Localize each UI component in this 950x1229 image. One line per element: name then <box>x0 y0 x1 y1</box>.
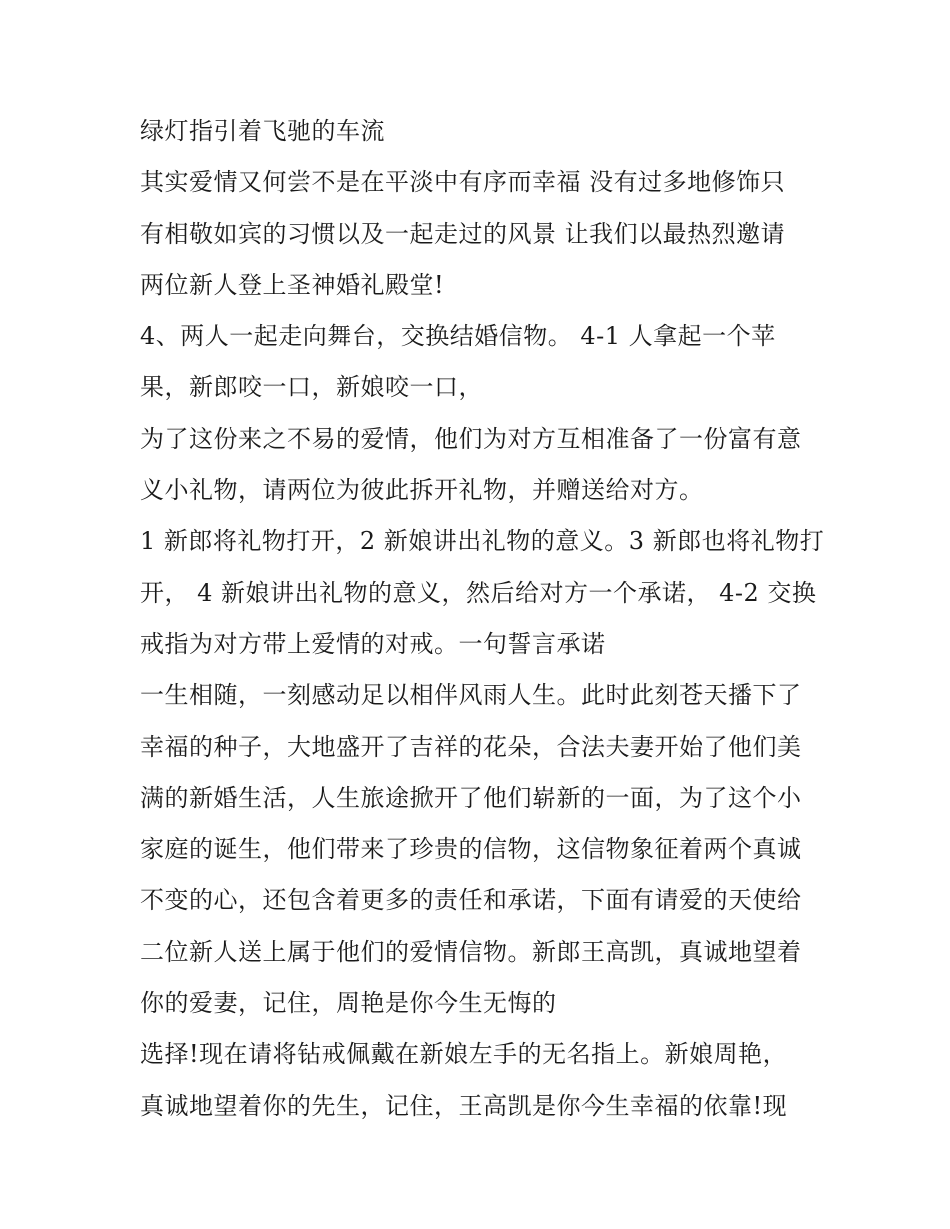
text-line: 不变的心，还包含着更多的责任和承诺，下面有请爱的天使给 <box>140 886 802 915</box>
text-line: 绿灯指引着飞驰的车流 <box>140 117 385 145</box>
text-line: 一生相随，一刻感动足以相伴风雨人生。此时此刻苍天播下了 <box>140 681 802 710</box>
text-line: 1 新郎将礼物打开，2 新娘讲出礼物的意义。3 新郎也将礼物打 <box>140 527 825 556</box>
text-line: 满的新婚生活，人生旅途掀开了他们崭新的一面，为了这个小 <box>140 783 802 812</box>
text-line: 果，新郎咬一口，新娘咬一口， <box>140 373 483 402</box>
text-line: 二位新人送上属于他们的爱情信物。新郎王高凯，真诚地望着 <box>140 937 802 966</box>
text-line: 有相敬如宾的习惯以及一起走过的风景 让我们以最热烈邀请 <box>140 219 786 248</box>
text-line: 你的爱妻，记住，周艳是你今生无悔的 <box>140 989 557 1018</box>
text-line: 义小礼物，请两位为彼此拆开礼物，并赠送给对方。 <box>140 476 704 505</box>
text-line: 两位新人登上圣神婚礼殿堂! <box>140 270 445 299</box>
text-line: 幸福的种子，大地盛开了吉祥的花朵，合法夫妻开始了他们美 <box>140 732 802 761</box>
text-line: 家庭的诞生，他们带来了珍贵的信物，这信物象征着两个真诚 <box>140 835 802 864</box>
text-line: 其实爱情又何尝不是在平淡中有序而幸福 没有过多地修饰只 <box>140 168 786 197</box>
text-line: 开， 4 新娘讲出礼物的意义，然后给对方一个承诺， 4-2 交换 <box>140 578 817 607</box>
text-line: 4、两人一起走向舞台，交换结婚信物。 4-1 人拿起一个苹 <box>140 322 776 351</box>
text-line: 戒指为对方带上爱情的对戒。一句誓言承诺 <box>140 629 606 658</box>
text-line: 真诚地望着你的先生，记住，王高凯是你今生幸福的依靠!现 <box>140 1091 788 1120</box>
text-line: 为了这份来之不易的爱情，他们为对方互相准备了一份富有意 <box>140 424 802 453</box>
document-body <box>140 106 830 1132</box>
text-line: 选择!现在请将钻戒佩戴在新娘左手的无名指上。新娘周艳， <box>140 1040 788 1069</box>
